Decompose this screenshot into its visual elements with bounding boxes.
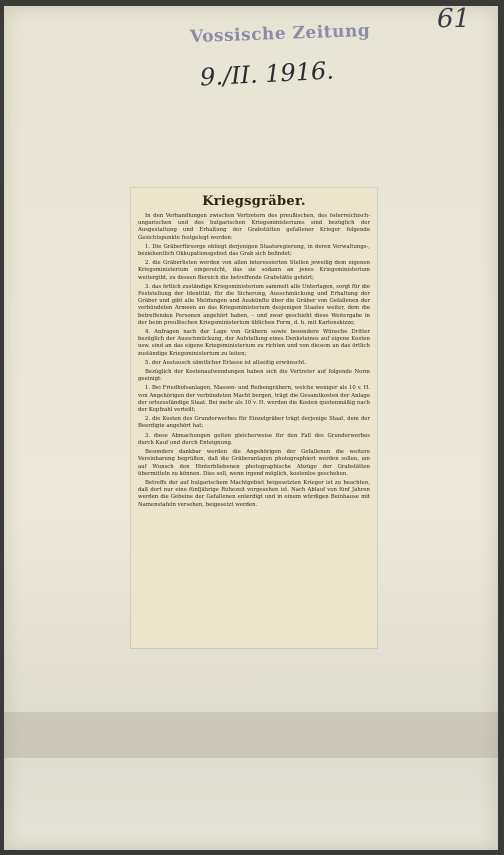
page-number: 61 (437, 4, 471, 34)
handwritten-date: 9./II. 1916. (199, 56, 335, 92)
article-paragraph: 1. Bei Friedhofsanlagen, Massen- und Reihengräbern, welche weniger als 10 v. H. von Angehörigen der verbündeten Macht bergen, trägt die Gesamtkosten der Anlage der ortszuständige Staat. Bei mehr als 10 v. H. werden die Kosten quotenmäßig nach der Kopfzahl verteilt; (138, 385, 370, 414)
article-paragraph: Besonders dankbar werden die Angehörigen der Gefallenen die weitere Vereinbarung begrüßen, daß die Gräberanlagen photographiert werden sollen, um auf Wunsch den Hinterbliebenen photographische Abzüge der Grabstätten übermitteln zu können. Dies soll, wenn irgend möglich, kostenlos geschehen. (138, 449, 370, 477)
article-paragraph: 2. die Gräberlisten werden von allen interessierten Stellen jeweilig dem eigenen Kriegsministerium eingereicht, das sie sodann an jenes Kriegsministerium weitergibt, zu dessen Bereich die betreffende Grabstätte gehört; (138, 260, 370, 281)
newspaper-stamp: Vossische Zeitung (189, 20, 371, 48)
article-paragraph: 3. diese Abmachungen gelten gleicherweise für den Fall des Grunderwerbes durch Kauf und durch Enteignung. (138, 432, 370, 446)
article-paragraph: 2. die Kosten des Grunderwerbes für Einzelgräber trägt derjenige Staat, dem der Beerdigte angehört hat; (138, 416, 370, 430)
article-paragraph: 3. das örtlich zuständige Kriegsministerium sammelt alle Unterlagen, sorgt für die Feststellung der Identität, für die Sicherung, Ausschmückung und Erhaltung der Gräber und gibt alle Meldungen und Auskünfte über die Gräber von Gefallenen der verbündeten Armeen an das Kriegsministerium desjenigen Staates weiter, dem die betreffenden Personen angehört haben, – und zwar geschieht diese Weitergabe in der beim preußischen Kriegsministerium üblichen Form, d. h. mit Kartenskizze; (138, 283, 370, 326)
article-title: Kriegsgräber. (202, 194, 306, 209)
article-paragraph: 1. Die Gräberfürsorge obliegt derjenigen Staatsregierung, in deren Verwaltungs-, beziehentlich Okkupationsgebiet das Grab sich befindet; (138, 243, 370, 258)
article-paragraph: 5. der Austausch sämtlicher Erlasse ist allseitig erwünscht. (145, 359, 307, 366)
newspaper-clipping (131, 188, 377, 648)
article-paragraph: In den Verhandlungen zwischen Vertretern des preußischen, des österreichisch-ungarischen und des bulgarischen Kriegsministeriums sind bezüglich der Ausgestaltung und Erhaltung der Grabstätten gefallener Krieger folgende Gesichtspunkte festgelegt worden: (138, 213, 370, 241)
article-paragraph: Bezüglich der Kostenaufwendungen haben sich die Vertreter auf folgende Norm geeinigt: (138, 369, 370, 383)
article-paragraph: 4. Anfragen nach der Lage von Gräbern sowie besondere Wünsche Dritter bezüglich der Ausschmückung, der Aufstellung eines Denksteines auf eigene Kosten usw. sind an das eigene Kriegsministerium zu richten und von diesem an das örtlich zuständige Kriegsministerium zu leiten; (138, 329, 370, 357)
scan-shadow-band (4, 712, 498, 758)
article-paragraph: Betreffs der auf bulgarischem Machtgebiet beigesetzten Krieger ist zu beachten, daß dort nur eine fünfjährige Ruhezeit vorgesehen ist. Nach Ablauf von fünf Jahren werden die Gebeine der Gefallenen enterdigt und in einem würdigen Beinhause mit Namenstafeln versehen, beigesetzt werden. (138, 479, 370, 508)
